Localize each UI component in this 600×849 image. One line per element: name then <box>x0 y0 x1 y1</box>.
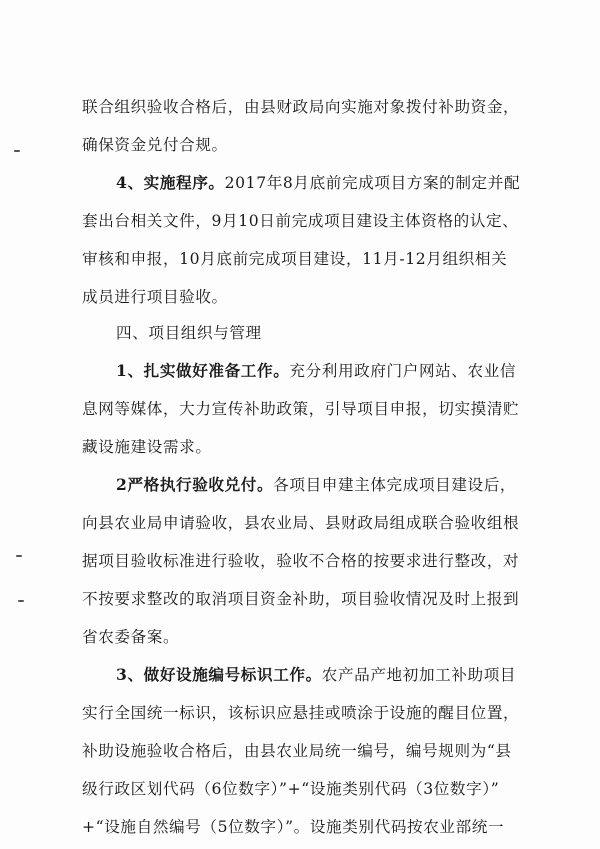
body-line-5: 审核和申报，10月底前完成项目建设，11月-12月组织相关 <box>82 250 508 268</box>
body-line-18: 补助设施验收合格后，由县农业局统一编号，编号规则为“县 <box>82 742 512 760</box>
scan-speck <box>14 150 20 152</box>
body-line-10: 藏设施建设需求。 <box>82 438 212 456</box>
body-line-14: 不按要求整改的取消项目资金补助，项目验收情况及时上报到 <box>82 590 520 608</box>
body-line-15: 省农委备案。 <box>82 628 180 646</box>
body-line-13: 据项目验收标准进行验收，验收不合格的按要求进行整改，对 <box>82 552 520 570</box>
scan-speck <box>18 600 24 602</box>
body-line-19: 级行政区划代码（6位数字）”+“设施类别代码（3位数字）” <box>82 780 500 798</box>
body-line-17: 实行全国统一标识，该标识应悬挂或喷涂于设施的醒目位置， <box>82 704 520 722</box>
section-heading: 4、实施程序。 <box>116 173 225 192</box>
section-heading: 1、扎实做好准备工作。 <box>116 361 290 380</box>
scan-speck <box>16 555 22 557</box>
section-heading: 2严格执行验收兑付。 <box>116 475 274 494</box>
body-line-12: 向县农业局申请验收，县农业局、县财政局组成联合验收组根 <box>82 514 520 532</box>
body-line-20: +“设施自然编号（5位数字）”。设施类别代码按农业部统一 <box>82 818 505 836</box>
section-1-preparation: 1、扎实做好准备工作。充分利用政府门户网站、农业信 <box>116 361 517 380</box>
section-4-implementation: 4、实施程序。2017年8月底前完成项目方案的制定并配 <box>116 173 521 192</box>
body-line-6: 成员进行项目验收。 <box>82 288 228 306</box>
section-heading: 3、做好设施编号标识工作。 <box>116 665 322 684</box>
chapter-heading-4: 四、项目组织与管理 <box>116 324 262 342</box>
body-line-4: 套出台相关文件，9月10日前完成项目建设主体资格的认定、 <box>82 212 519 230</box>
body-line-1: 联合组织验收合格后，由县财政局向实施对象拨付补助资金， <box>82 98 520 116</box>
section-3-numbering: 3、做好设施编号标识工作。农产品产地初加工补助项目 <box>116 665 517 684</box>
section-2-acceptance: 2严格执行验收兑付。各项目申建主体完成项目建设后， <box>116 475 517 494</box>
body-line-9: 息网等媒体，大力宣传补助政策，引导项目申报，切实摸清贮 <box>82 400 520 418</box>
body-line-2: 确保资金兑付合规。 <box>82 136 228 154</box>
